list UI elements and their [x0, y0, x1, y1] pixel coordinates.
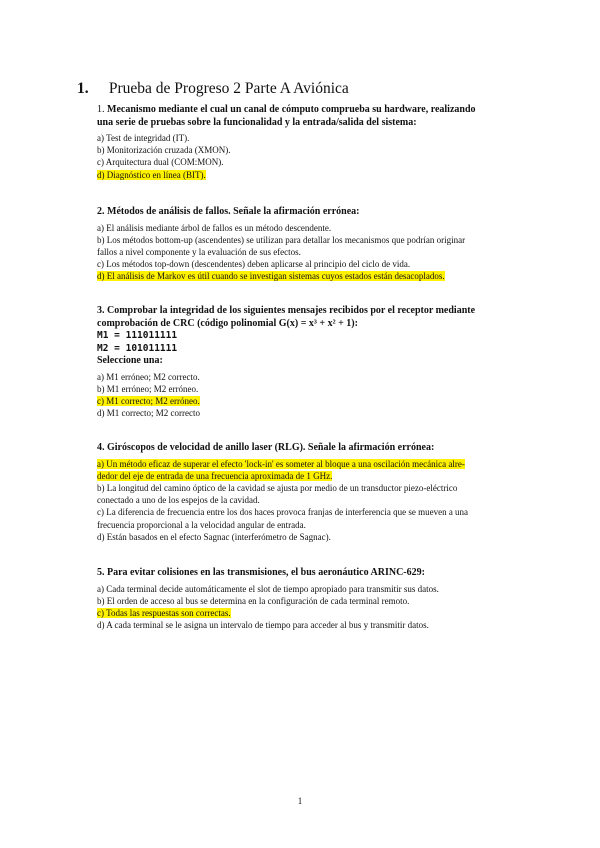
question-number: 1.	[97, 104, 105, 115]
option-b: b) M1 erróneo; M2 erróneo.	[97, 383, 199, 394]
question-title-line: 2. Métodos de análisis de fallos. Señale la afirmación errónea:	[97, 206, 360, 217]
option-c-cont: frecuencia proporcional a la velocidad angular de entrada.	[97, 519, 306, 530]
question-title-line: una serie de pruebas sobre la funcionalidad y la entrada/salida del sistema:	[97, 116, 417, 128]
option-a-cont: dedor del eje de entrada de una frecuencia aproximada de 1 GHz.	[97, 470, 333, 481]
question-title-line: 4. Giróscopos de velocidad de anillo laser (RLG). Señale la afirmación errónea:	[97, 442, 435, 453]
question-number: 2.	[97, 206, 105, 217]
question-title	[97, 567, 515, 580]
options-list	[97, 222, 515, 283]
question-title-line: 5. Para evitar colisiones en las transmisiones, el bus aeronáutico ARINC-629:	[97, 567, 425, 578]
option-a: a) Cada terminal decide automáticamente el slot de tiempo apropiado para transmitir sus datos.	[97, 583, 439, 594]
question-title-line: 3. Comprobar la integridad de los siguientes mensajes recibidos por el receptor mediante	[97, 305, 476, 316]
question-5	[97, 567, 515, 631]
select-prompt: Seleccione una:	[97, 355, 163, 366]
question-title-line: 1. Mecanismo mediante el cual un canal de cómputo comprueba su hardware, realizando	[97, 104, 476, 115]
section-title	[77, 80, 349, 98]
options-list	[97, 583, 515, 632]
option-b: b) Monitorización cruzada (XMON).	[97, 145, 231, 156]
option-b: b) La longitud del camino óptico de la cavidad se ajusta por medio de un transductor piezo-eléctrico	[97, 482, 458, 493]
option-b: b) El orden de acceso al bus se determina en la configuración de cada terminal remoto.	[97, 595, 410, 606]
options-list	[97, 458, 515, 543]
message-m1: M1 = 111011111	[97, 330, 178, 341]
option-b: b) Los métodos bottom-up (ascendentes) se utilizan para detallar los mecanismos que podrían originar	[97, 234, 466, 245]
question-title-line: comprobación de CRC (código polinomial G(x) = x³ + x² + 1):	[97, 317, 358, 329]
message-m2: M2 = 101011111	[97, 342, 178, 354]
question-number: 5.	[97, 567, 105, 578]
page-number: 1	[297, 796, 303, 806]
question-title	[97, 104, 515, 129]
question-number: 4.	[97, 442, 105, 453]
option-a: a) M1 erróneo; M2 correcto.	[97, 371, 200, 382]
section-title-text: Prueba de Progreso 2 Parte A Aviónica	[108, 80, 349, 97]
option-a: a) El análisis mediante árbol de fallos es un método descendente.	[97, 222, 332, 233]
option-c-correct: c) M1 correcto; M2 erróneo.	[97, 395, 200, 406]
option-a: a) Test de integridad (IT).	[97, 133, 190, 143]
option-c-correct: c) Todas las respuestas son correctas.	[97, 607, 231, 618]
option-d-correct: d) El análisis de Markov es útil cuando se investigan sistemas cuyos estados están desacoplados.	[97, 271, 445, 282]
option-c: c) La diferencia de frecuencia entre los dos haces provoca franjas de interferencia que se mueven a una	[97, 507, 469, 518]
option-c: c) Arquitectura dual (COM:MON).	[97, 157, 224, 168]
question-title	[97, 206, 515, 219]
question-title	[97, 305, 515, 368]
options-list	[97, 371, 515, 420]
option-d: d) A cada terminal se le asigna un intervalo de tiempo para acceder al bus y transmitir datos.	[97, 620, 429, 631]
section-number: 1.	[77, 80, 89, 97]
question-3	[97, 305, 515, 419]
option-a-correct: a) Un método eficaz de superar el efecto 'lock-in' es someter al bloque a una oscilación mecánica alre-	[97, 458, 465, 469]
question-1	[97, 104, 515, 181]
question-title	[97, 442, 515, 455]
question-number: 3.	[97, 305, 105, 316]
question-4	[97, 442, 515, 543]
option-d: d) M1 correcto; M2 correcto	[97, 408, 200, 419]
question-2	[97, 206, 515, 283]
option-d: d) Están basados en el efecto Sagnac (interferómetro de Sagnac).	[97, 531, 331, 542]
options-list	[97, 132, 515, 181]
option-b-cont: conectado a uno de los espejos de la cavidad.	[97, 495, 260, 506]
option-d-correct: d) Diagnóstico en línea (BIT).	[97, 169, 206, 180]
option-c: c) Los métodos top-down (descendentes) deben aplicarse al principio del ciclo de vida.	[97, 259, 411, 270]
option-b-cont: fallos a nivel componente y la evaluación de sus efectos.	[97, 246, 301, 257]
